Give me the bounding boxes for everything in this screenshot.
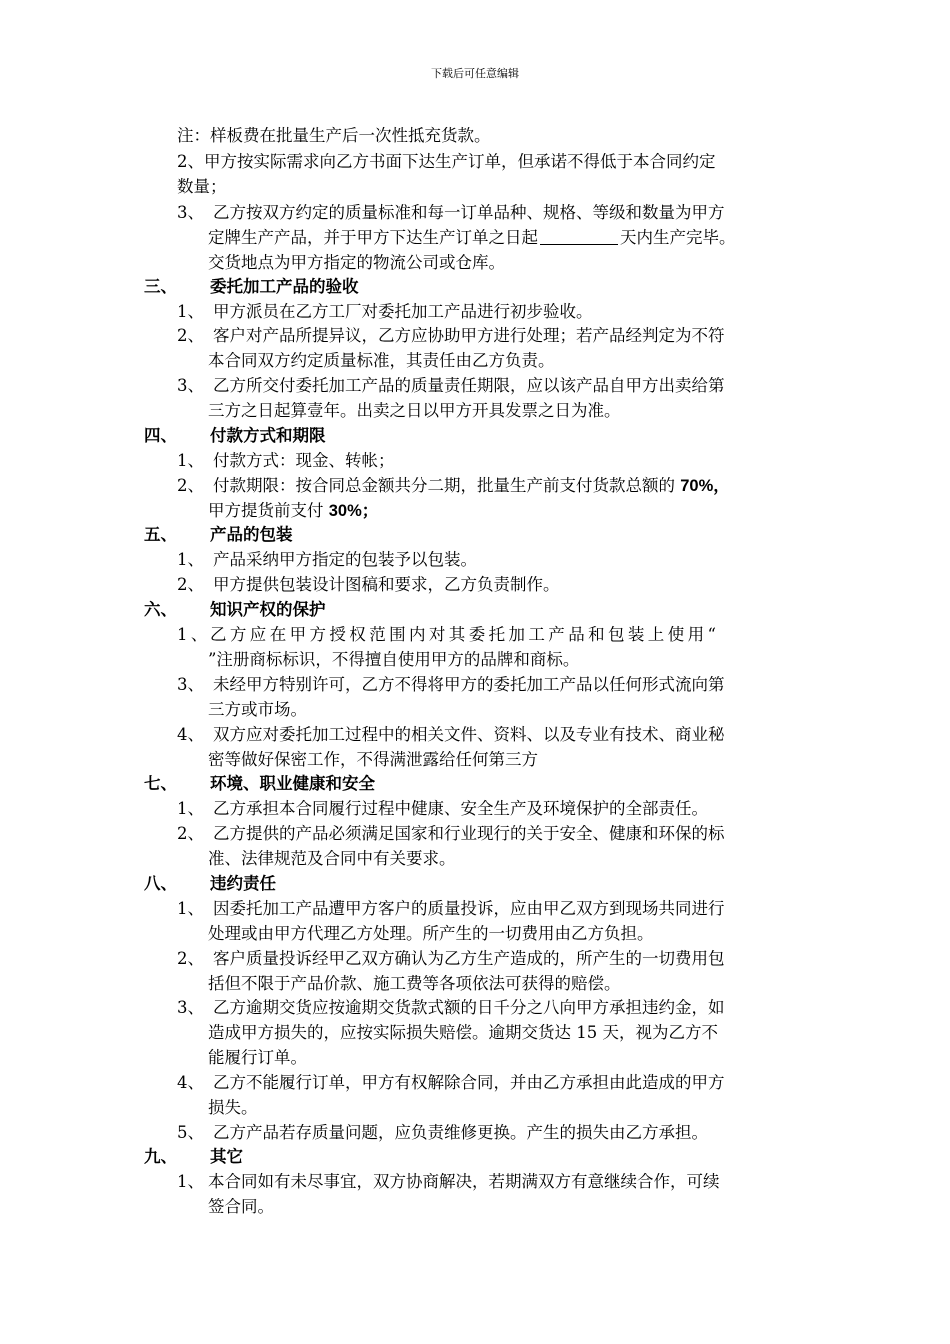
clause-text-part: 甲方提货前支付 xyxy=(208,501,324,520)
section-number: 六、 xyxy=(144,600,177,619)
clause-text: 付款方式：现金、转帐； xyxy=(213,451,395,470)
clause-text-cont: 准、法律规范及合同中有关要求。 xyxy=(208,849,456,868)
clause-text: 乙方提供的产品必须满足国家和行业现行的关于安全、健康和环保的标 xyxy=(213,824,725,843)
clause-8-3 xyxy=(177,996,725,1020)
clause-number: 3、 xyxy=(177,675,204,694)
clause-text-cont: 能履行订单。 xyxy=(208,1048,307,1067)
clause-8-4 xyxy=(177,1071,725,1095)
clause-text-cont: 括但不限于产品价款、施工费等各项依法可获得的赔偿。 xyxy=(208,974,621,993)
clause-text-cont: 本合同双方约定质量标准，其责任由乙方负责。 xyxy=(208,351,555,370)
clause-5-2 xyxy=(177,573,560,597)
clause-text: 甲方派员在乙方工厂对委托加工产品进行初步验收。 xyxy=(213,302,593,321)
clause-number: 2、 xyxy=(177,575,204,594)
clause-text: 甲方按实际需求向乙方书面下达生产订单，但承诺不得低于本合同约定 xyxy=(204,152,716,171)
clause-text-cont xyxy=(208,226,736,250)
clause-6-1 xyxy=(177,623,719,647)
clause-text-part: 定牌生产产品，并于甲方下达生产订单之日起 xyxy=(208,228,538,247)
clause-4-1 xyxy=(177,449,395,473)
clause-8-1 xyxy=(177,897,725,921)
clause-text-cont: 造成甲方损失的，应按实际损失赔偿。逾期交货达 15 天，视为乙方不 xyxy=(208,1023,718,1042)
section-title: 产品的包装 xyxy=(210,525,293,544)
clause-number: 2、 xyxy=(177,326,204,345)
section-9-heading xyxy=(144,1145,243,1169)
clause-text: 双方应对委托加工过程中的相关文件、资料、以及专业有技术、商业秘 xyxy=(213,725,725,744)
clause-number: 3、 xyxy=(177,203,204,222)
percentage-70: 70%， xyxy=(680,477,730,495)
section-number: 四、 xyxy=(144,426,177,445)
section-7-heading xyxy=(144,772,375,796)
clause-number: 2、 xyxy=(177,152,204,171)
clause-text-cont: 处理或由甲方代理乙方处理。所产生的一切费用由乙方负担。 xyxy=(208,924,654,943)
clause-3-2 xyxy=(177,324,725,348)
clause-number: 1、 xyxy=(177,1172,204,1191)
clause-number: 1、 xyxy=(177,302,204,321)
section-3-heading xyxy=(144,275,359,299)
clause-number: 2、 xyxy=(177,824,204,843)
section-8-heading xyxy=(144,872,276,896)
clause-number: 1、 xyxy=(177,899,204,918)
clause-text: 本合同如有未尽事宜，双方协商解决，若期满双方有意继续合作，可续 xyxy=(208,1172,720,1191)
clause-2-3 xyxy=(177,201,725,225)
clause-3-3 xyxy=(177,374,725,398)
clause-number: 2、 xyxy=(177,949,204,968)
clause-text: 乙方应在甲方授权范围内对其委托加工产品和包装上使用“ xyxy=(210,625,720,644)
section-title: 环境、职业健康和安全 xyxy=(210,774,375,793)
clause-number: 4、 xyxy=(177,725,204,744)
clause-2-2 xyxy=(177,150,716,174)
section-title: 委托加工产品的验收 xyxy=(210,277,359,296)
page-header: 下载后可任意编辑 xyxy=(431,67,519,80)
clause-text-cont: 三方或市场。 xyxy=(208,700,307,719)
clause-number: 4、 xyxy=(177,1073,204,1092)
clause-number: 5、 xyxy=(177,1123,204,1142)
clause-5-1 xyxy=(177,548,477,572)
clause-text-part: 天内生产完毕。 xyxy=(620,228,736,247)
clause-text: 未经甲方特别许可，乙方不得将甲方的委托加工产品以任何形式流向第 xyxy=(213,675,725,694)
clause-text: 产品采纳甲方指定的包装予以包装。 xyxy=(213,550,477,569)
clause-text: 乙方逾期交货应按逾期交货款式额的日千分之八向甲方承担违约金，如 xyxy=(213,998,725,1017)
clause-3-1 xyxy=(177,300,593,324)
clause-number: 3、 xyxy=(177,998,204,1017)
clause-number: 1、 xyxy=(177,625,211,644)
sample-fee-note: 注：样板费在批量生产后一次性抵充货款。 xyxy=(177,126,491,145)
clause-text: 乙方不能履行订单，甲方有权解除合同，并由乙方承担由此造成的甲方 xyxy=(213,1073,725,1092)
section-title: 违约责任 xyxy=(210,874,276,893)
clause-number: 1、 xyxy=(177,550,204,569)
clause-text-cont: ”注册商标标识，不得擅自使用甲方的品牌和商标。 xyxy=(208,650,580,669)
clause-number: 1、 xyxy=(177,799,204,818)
clause-8-2 xyxy=(177,947,725,971)
clause-text-cont: 密等做好保密工作，不得满泄露给任何第三方 xyxy=(208,750,538,769)
clause-6-3 xyxy=(177,673,725,697)
clause-text: 乙方承担本合同履行过程中健康、安全生产及环境保护的全部责任。 xyxy=(213,799,708,818)
clause-text: 甲方提供包装设计图稿和要求，乙方负责制作。 xyxy=(213,575,560,594)
section-title: 付款方式和期限 xyxy=(210,426,326,445)
clause-text-cont: 损失。 xyxy=(208,1098,258,1117)
clause-text-cont: 三方之日起算壹年。出卖之日以甲方开具发票之日为准。 xyxy=(208,401,621,420)
section-number: 九、 xyxy=(144,1147,177,1166)
percentage-30: 30%； xyxy=(328,502,379,520)
clause-text: 乙方产品若存质量问题，应负责维修更换。产生的损失由乙方承担。 xyxy=(213,1123,708,1142)
clause-text-cont xyxy=(208,499,378,523)
section-number: 五、 xyxy=(144,525,177,544)
section-5-heading xyxy=(144,523,293,547)
section-number: 八、 xyxy=(144,874,177,893)
clause-text-cont: 交货地点为甲方指定的物流公司或仓库。 xyxy=(208,253,505,272)
clause-4-2 xyxy=(177,474,730,498)
clause-number: 2、 xyxy=(177,476,204,495)
clause-text: 因委托加工产品遭甲方客户的质量投诉，应由甲乙双方到现场共同进行 xyxy=(213,899,725,918)
clause-text-cont: 签合同。 xyxy=(208,1197,274,1216)
section-title: 知识产权的保护 xyxy=(210,600,326,619)
clause-number: 1、 xyxy=(177,451,204,470)
clause-7-1 xyxy=(177,797,708,821)
clause-text: 客户质量投诉经甲乙双方确认为乙方生产造成的，所产生的一切费用包 xyxy=(213,949,725,968)
section-title: 其它 xyxy=(210,1147,243,1166)
section-number: 三、 xyxy=(144,277,177,296)
section-number: 七、 xyxy=(144,774,177,793)
clause-number: 3、 xyxy=(177,376,204,395)
section-6-heading xyxy=(144,598,326,622)
clause-9-1 xyxy=(177,1170,720,1194)
clause-6-4 xyxy=(177,723,725,747)
days-blank-field[interactable] xyxy=(540,227,618,245)
clause-text: 客户对产品所提异议，乙方应协助甲方进行处理；若产品经判定为不符 xyxy=(213,326,725,345)
clause-7-2 xyxy=(177,822,725,846)
clause-text-cont: 数量； xyxy=(177,177,227,196)
clause-8-5 xyxy=(177,1121,708,1145)
clause-text: 乙方所交付委托加工产品的质量责任期限，应以该产品自甲方出卖给第 xyxy=(213,376,725,395)
section-4-heading xyxy=(144,424,326,448)
clause-text: 付款期限：按合同总金额共分二期，批量生产前支付货款总额的 xyxy=(213,476,675,495)
clause-text: 乙方按双方约定的质量标准和每一订单品种、规格、等级和数量为甲方 xyxy=(213,203,725,222)
